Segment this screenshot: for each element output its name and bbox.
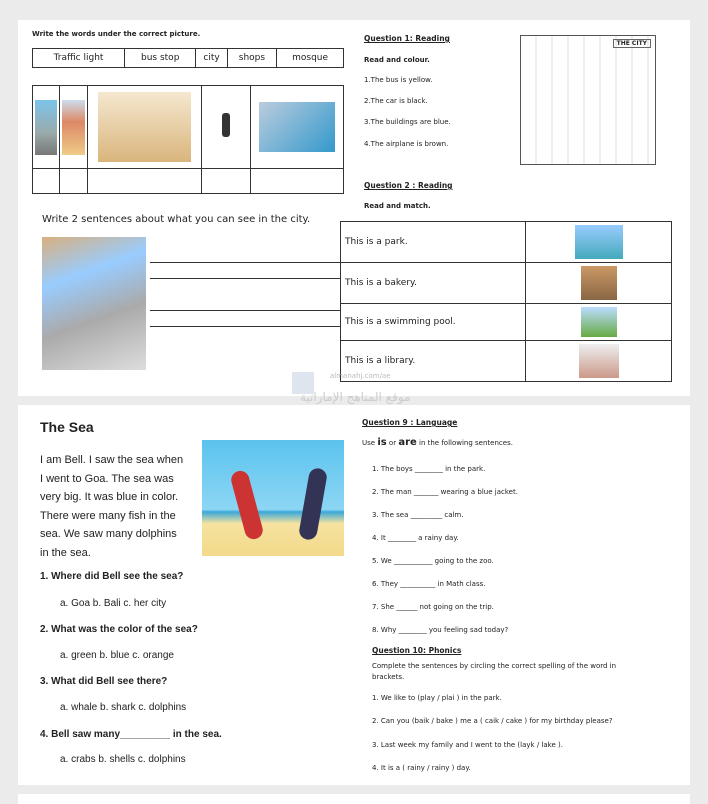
question-2-title: Question 2 : Reading <box>364 181 453 190</box>
word: city <box>196 49 227 68</box>
q9-instruction <box>362 437 513 448</box>
q9-item[interactable]: 5. We ___________ going to the zoo. <box>372 557 494 565</box>
question: 2. What was the color of the sea? <box>40 624 198 635</box>
word: mosque <box>277 49 344 68</box>
q10-item[interactable]: 3. Last week my family and I went to the (layk / lake ). <box>372 740 563 749</box>
q10-instruction <box>372 661 616 683</box>
writing-line[interactable] <box>150 262 340 263</box>
match-table <box>340 221 672 382</box>
city-colouring-picture <box>520 35 656 165</box>
answer-cell[interactable] <box>202 169 251 194</box>
q1-item: 3.The buildings are blue. <box>364 118 451 126</box>
q1-item: 2.The car is black. <box>364 97 428 105</box>
word-bank <box>32 48 344 68</box>
shops-picture <box>62 100 84 155</box>
match-sentence[interactable]: This is a swimming pool. <box>341 304 526 340</box>
passage-line: There were many fish in the <box>40 509 176 522</box>
q9-item[interactable]: 6. They __________ in Math class. <box>372 580 486 588</box>
q10-item[interactable]: 2. Can you (baik / bake ) me a ( caik / cake ) for my birthday please? <box>372 717 613 726</box>
q9-item[interactable]: 8. Why ________ you feeling sad today? <box>372 626 509 634</box>
passage-line: I went to Goa. The sea was <box>40 472 174 485</box>
write-prompt: Write 2 sentences about what you can see in the city. <box>42 214 311 225</box>
watermark-arabic: موقع المناهج الإماراتية <box>300 390 411 404</box>
question: 3. What did Bell see there? <box>40 676 168 687</box>
watermark-text: almanahj.com/ae <box>330 372 391 380</box>
passage <box>40 451 183 563</box>
word: bus stop <box>125 49 196 68</box>
worksheet-page-3 <box>18 794 690 804</box>
writing-line[interactable] <box>150 310 340 311</box>
options[interactable]: a. crabs b. shells c. dolphins <box>60 754 186 765</box>
library-picture[interactable] <box>579 344 619 378</box>
q9-item[interactable]: 4. It ________ a rainy day. <box>372 534 459 542</box>
answer-cell[interactable] <box>60 169 87 194</box>
is-word: is <box>377 437 387 448</box>
instruction: Write the words under the correct picture. <box>32 30 201 38</box>
q1-item: 1.The bus is yellow. <box>364 76 433 84</box>
match-sentence[interactable]: This is a bakery. <box>341 263 526 304</box>
q10-item[interactable]: 1. We like to (play / plai ) in the park. <box>372 694 502 702</box>
q1-item: 4.The airplane is brown. <box>364 140 449 148</box>
text: Use <box>362 439 378 447</box>
q9-item[interactable]: 1. The boys ________ in the park. <box>372 465 486 473</box>
worksheet-page-2 <box>18 405 690 785</box>
worksheet-page-1 <box>18 20 690 396</box>
swimming-pool-picture[interactable] <box>575 225 623 259</box>
passage-line: in the sea. <box>40 546 91 559</box>
word: shops <box>227 49 276 68</box>
q1-instruction: Read and colour. <box>364 56 430 64</box>
writing-line[interactable] <box>150 278 340 279</box>
options[interactable]: a. Goa b. Bali c. her city <box>60 598 167 609</box>
answer-cell[interactable] <box>87 169 202 194</box>
options[interactable]: a. whale b. shark c. dolphins <box>60 702 187 713</box>
beach-picture <box>202 440 344 556</box>
picture-table <box>32 85 344 194</box>
passage-line: very big. It was blue in color. <box>40 491 179 504</box>
question: 1. Where did Bell see the sea? <box>40 571 184 582</box>
match-sentence[interactable]: This is a park. <box>341 222 526 263</box>
question: 4. Bell saw many_________ in the sea. <box>40 729 222 740</box>
q9-item[interactable]: 3. The sea _________ calm. <box>372 511 464 519</box>
word: Traffic light <box>33 49 125 68</box>
city-picture <box>35 100 57 155</box>
text: in the following sentences. <box>416 439 513 447</box>
passage-title: The Sea <box>40 419 94 435</box>
options[interactable]: a. green b. blue c. orange <box>60 650 174 661</box>
q10-item[interactable]: 4. It is a ( rainy / rainy ) day. <box>372 763 471 772</box>
instruction-line: brackets. <box>372 673 405 681</box>
q10-items <box>372 687 613 780</box>
city-street-picture <box>42 237 146 370</box>
q9-item[interactable]: 7. She ______ not going on the trip. <box>372 603 494 611</box>
instruction-line: Complete the sentences by circling the correct spelling of the word in <box>372 662 617 670</box>
park-picture[interactable] <box>581 307 617 337</box>
mosque-picture <box>98 92 192 162</box>
q2-instruction: Read and match. <box>364 202 431 210</box>
question-9-title: Question 9 : Language <box>362 418 458 427</box>
match-sentence[interactable]: This is a library. <box>341 340 526 381</box>
text: or <box>386 439 399 447</box>
question-1-title: Question 1: Reading <box>364 34 450 43</box>
q9-item[interactable]: 2. The man _______ wearing a blue jacket. <box>372 488 518 496</box>
answer-cell[interactable] <box>33 169 60 194</box>
q9-items <box>372 458 518 642</box>
question-10-title: Question 10: Phonics <box>372 646 462 655</box>
are-word: are <box>398 437 417 448</box>
answer-cell[interactable] <box>251 169 344 194</box>
writing-line[interactable] <box>150 326 340 327</box>
traffic-light-picture <box>222 113 230 137</box>
bus-stop-picture <box>259 102 335 152</box>
image-title: THE CITY <box>613 39 651 48</box>
bakery-picture[interactable] <box>581 266 617 300</box>
passage-line: I am Bell. I saw the sea when <box>40 454 184 466</box>
passage-line: sea. We saw many dolphins <box>40 528 177 541</box>
